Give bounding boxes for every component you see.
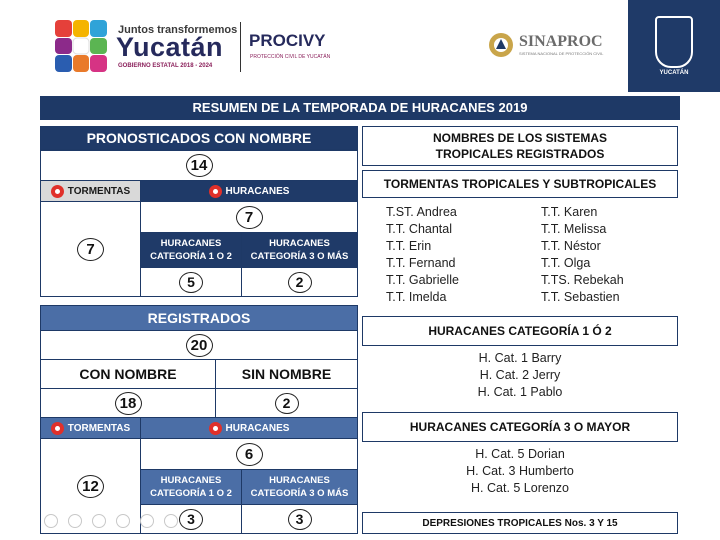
forecast-hurricanes-header	[140, 180, 358, 202]
registered-cat12-cell	[140, 504, 242, 534]
registered-storms-value: 12	[77, 475, 104, 498]
cat3-list	[362, 447, 678, 498]
registered-hurricanes-value: 6	[236, 443, 263, 466]
list-item: H. Cat. 3 Humberto	[466, 464, 574, 478]
yucatan-shield-icon	[655, 16, 693, 68]
list-item: H. Cat. 2 Jerry	[479, 368, 561, 382]
registered-cat12-value: 3	[179, 509, 203, 530]
hurricane-icon	[209, 185, 222, 198]
registered-heading: REGISTRADOS	[40, 305, 358, 331]
cat12-heading: HURACANES CATEGORÍA 1 Ó 2	[428, 324, 612, 338]
cat3-heading-box	[362, 412, 678, 442]
storm-icon	[51, 185, 64, 198]
forecast-hurricanes-label: HURACANES	[225, 185, 290, 197]
forecast-cat12-cell	[140, 267, 242, 297]
brand-government: GOBIERNO ESTATAL 2018 - 2024	[118, 63, 213, 69]
registered-unnamed-label: SIN NOMBRE	[215, 359, 358, 389]
forecast-storms-cell	[40, 201, 141, 297]
list-item: T.T. Olga	[541, 256, 591, 270]
forecast-cat3-label: HURACANES CATEGORÍA 3 O MÁS	[241, 232, 358, 268]
list-item: T.T. Chantal	[386, 222, 453, 236]
forecast-storms-header	[40, 180, 141, 202]
brand-slogan: Juntos transformemos	[118, 24, 238, 36]
sinaproc-logo-icon	[487, 31, 515, 59]
registered-storms-label: TORMENTAS	[67, 422, 131, 434]
forecast-cat12-value: 5	[179, 272, 203, 293]
tropical-heading: TORMENTAS TROPICALES Y SUBTROPICALES	[383, 177, 657, 191]
list-item: T.ST. Andrea	[386, 205, 457, 219]
slide-control-button[interactable]	[140, 514, 154, 528]
list-item: T.T. Melissa	[541, 222, 607, 236]
shield-label: YUCATÁN	[659, 70, 689, 76]
forecast-heading: PRONOSTICADOS CON NOMBRE	[40, 126, 358, 150]
depressions-label: DEPRESIONES TROPICALES Nos. 3 Y 15	[422, 517, 618, 529]
registered-named-label: CON NOMBRE	[40, 359, 216, 389]
registered-storms-header	[40, 417, 141, 439]
list-item: H. Cat. 1 Barry	[478, 351, 562, 365]
cat12-heading-box	[362, 316, 678, 346]
registered-cat3-label: HURACANES CATEGORÍA 3 O MÁS	[241, 469, 358, 505]
page-title: RESUMEN DE LA TEMPORADA DE HURACANES 2019	[40, 96, 680, 120]
procivy-logo: PROCIVY	[249, 31, 326, 50]
forecast-storms-label: TORMENTAS	[67, 185, 131, 197]
slide-control-button[interactable]	[68, 514, 82, 528]
tropical-list-left	[386, 205, 536, 307]
registered-total: 20	[186, 334, 213, 357]
slide-control-button[interactable]	[44, 514, 58, 528]
tropical-list-right	[541, 205, 676, 307]
forecast-cat3-value: 2	[288, 272, 312, 293]
storm-icon	[51, 422, 64, 435]
registered-named-value: 18	[115, 392, 142, 415]
registered-hurricanes-cell	[140, 438, 358, 470]
registered-total-cell	[40, 330, 358, 360]
list-item: H. Cat. 5 Dorian	[475, 447, 565, 461]
hurricane-icon	[209, 422, 222, 435]
registered-hurricanes-header	[140, 417, 358, 439]
cat12-list	[362, 351, 678, 402]
header-divider	[240, 22, 241, 72]
registered-cat3-value: 3	[288, 509, 312, 530]
names-heading-box	[362, 126, 678, 166]
registered-cat12-label: HURACANES CATEGORÍA 1 O 2	[140, 469, 242, 505]
slide-control-button[interactable]	[116, 514, 130, 528]
registered-hurricanes-label: HURACANES	[225, 422, 290, 434]
yucatan-logo-icon	[53, 18, 109, 74]
forecast-hurricanes-value: 7	[236, 206, 263, 229]
list-item: T.T. Gabrielle	[386, 273, 459, 287]
names-heading: NOMBRES DE LOS SISTEMAS TROPICALES REGISTRADOS	[432, 131, 608, 161]
list-item: T.T. Karen	[541, 205, 598, 219]
procivy-subtitle: PROTECCIÓN CIVIL DE YUCATÁN	[250, 54, 331, 60]
forecast-total: 14	[186, 154, 213, 177]
list-item: H. Cat. 5 Lorenzo	[471, 481, 569, 495]
forecast-cat12-label: HURACANES CATEGORÍA 1 O 2	[140, 232, 242, 268]
forecast-hurricanes-cell	[140, 201, 358, 233]
cat3-heading: HURACANES CATEGORÍA 3 O MAYOR	[409, 420, 631, 434]
sinaproc-logo: SINAPROC	[519, 33, 603, 50]
list-item: T.T. Imelda	[386, 290, 447, 304]
brand-name: Yucatán	[116, 32, 224, 62]
forecast-storms-value: 7	[77, 238, 104, 261]
tropical-heading-box	[362, 170, 678, 198]
depressions-box	[362, 512, 678, 534]
registered-named-cell	[40, 388, 216, 418]
list-item: T.T. Néstor	[541, 239, 601, 253]
list-item: T.T. Sebastien	[541, 290, 620, 304]
list-item: H. Cat. 1 Pablo	[477, 385, 563, 399]
slide-control-button[interactable]	[164, 514, 178, 528]
list-item: T.T. Erin	[386, 239, 432, 253]
list-item: T.T. Fernand	[386, 256, 456, 270]
sinaproc-subtitle: SISTEMA NACIONAL DE PROTECCIÓN CIVIL	[519, 51, 604, 56]
registered-cat3-cell	[241, 504, 358, 534]
registered-unnamed-cell	[215, 388, 358, 418]
slide-control-button[interactable]	[92, 514, 106, 528]
registered-unnamed-value: 2	[275, 393, 299, 414]
forecast-cat3-cell	[241, 267, 358, 297]
list-item: T.TS. Rebekah	[541, 273, 624, 287]
forecast-total-cell	[40, 150, 358, 181]
